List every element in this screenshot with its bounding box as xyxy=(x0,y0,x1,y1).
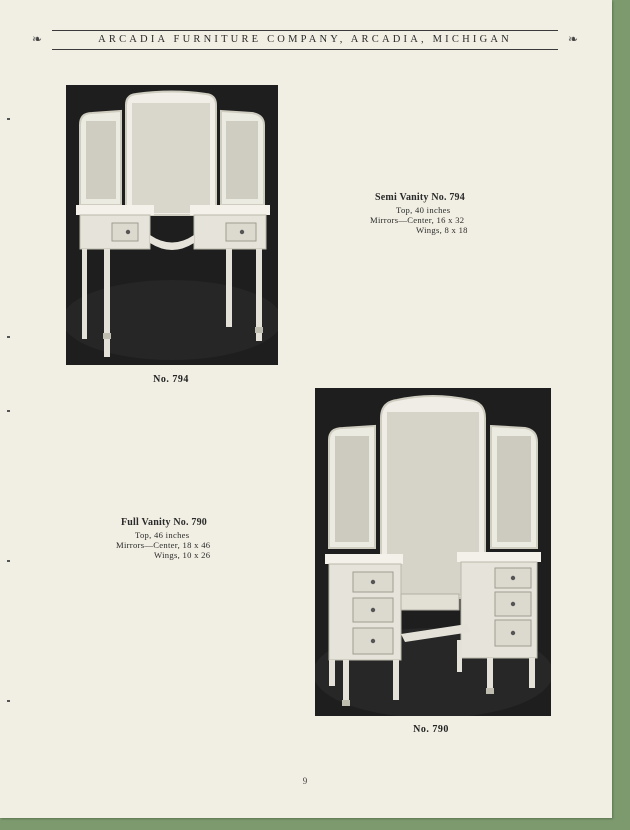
binder-hole-mark xyxy=(7,336,10,338)
full-vanity-illustration xyxy=(315,388,551,716)
spec-top-790: Top, 46 inches xyxy=(135,530,190,540)
spec-block-790 xyxy=(116,518,236,560)
ornament-right-icon: ❧ xyxy=(567,32,578,46)
full-vanity-790-photo xyxy=(315,388,551,716)
header-rule-top xyxy=(52,30,558,31)
semi-vanity-794-photo xyxy=(66,85,278,365)
company-header-title: ARCADIA FURNITURE COMPANY, ARCADIA, MICHIGAN xyxy=(98,34,512,45)
spec-mirrors-790: Mirrors—Center, 18 x 46 xyxy=(116,540,211,550)
spec-top-794: Top, 40 inches xyxy=(396,205,451,215)
semi-vanity-illustration xyxy=(66,85,278,365)
page-number: 9 xyxy=(302,776,308,786)
spec-wings-794: Wings, 8 x 18 xyxy=(416,225,468,235)
spec-wings-790: Wings, 10 x 26 xyxy=(154,550,211,560)
photo-caption-790: No. 790 xyxy=(413,724,449,735)
spec-mirrors-794: Mirrors—Center, 16 x 32 xyxy=(370,215,465,225)
binder-hole-mark xyxy=(7,700,10,702)
spec-title-794: Semi Vanity No. 794 xyxy=(375,192,465,203)
binder-hole-mark xyxy=(7,410,10,412)
spec-title-790: Full Vanity No. 790 xyxy=(120,517,208,528)
header-rule-bottom xyxy=(52,49,558,50)
photo-caption-794: No. 794 xyxy=(153,374,189,385)
binder-hole-mark xyxy=(7,560,10,562)
spec-block-794 xyxy=(360,193,480,235)
binder-hole-mark xyxy=(7,118,10,120)
page-header xyxy=(30,30,580,52)
ornament-left-icon: ❧ xyxy=(32,32,43,46)
